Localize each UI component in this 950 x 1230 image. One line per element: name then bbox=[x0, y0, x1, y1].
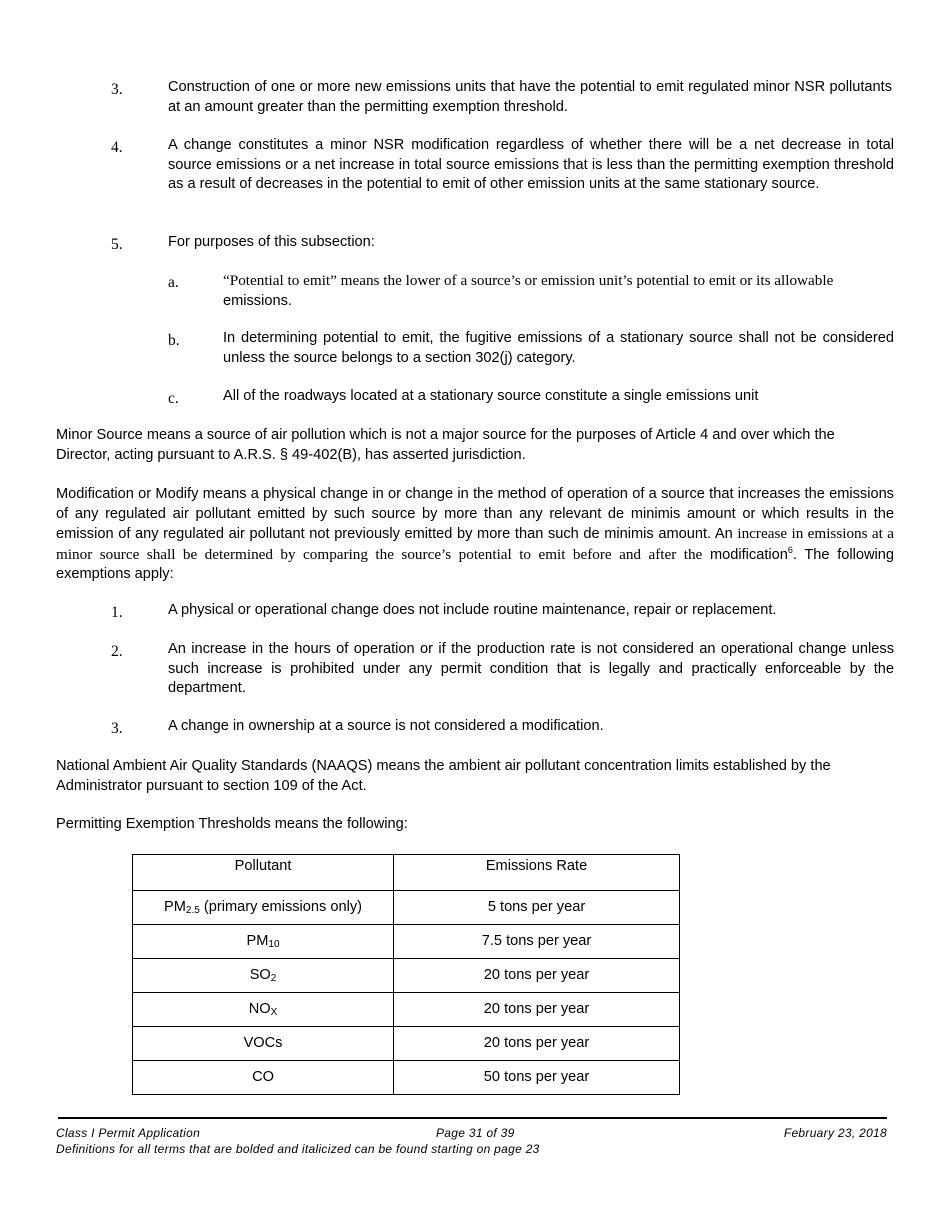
pollutant-cell bbox=[133, 959, 394, 993]
pollutant-cell bbox=[133, 925, 394, 959]
definition-permitting-thresholds bbox=[56, 815, 894, 835]
table-header-row bbox=[133, 855, 680, 891]
list-number: 3. bbox=[111, 720, 123, 737]
definition-text: means the following: bbox=[270, 816, 408, 832]
list-item-text: For purposes of this subsection: bbox=[168, 234, 375, 250]
exemption-text: An increase in the hours of operation or if the production rate is not considered an operational change unless such increase is prohibited under any permit condition that is legally and practically enforceable by the department. bbox=[168, 641, 894, 696]
list-item-text: A change constitutes a minor NSR modification regardless of whether there will be a net decrease in total source emissions or a net increase in total source emissions that is less than the permitting exemption threshold as a result of decreases in the potential to emit of other emission units at the same stationary source. bbox=[168, 137, 894, 192]
list-number: 1. bbox=[111, 604, 123, 621]
definition-text: means a source of air pollution which is not a major source for the purposes of Article 4 and over which the Director, acting pursuant to A.R.S. § 49-402(B), has asserted jurisdiction. bbox=[56, 427, 835, 463]
table-row bbox=[133, 993, 680, 1027]
list-number: 3. bbox=[111, 81, 123, 98]
sub-list-item-text: All of the roadways located at a stationary source constitute a single emissions unit bbox=[223, 388, 759, 404]
column-header-pollutant: Pollutant bbox=[133, 855, 394, 891]
sub-list-letter: c. bbox=[168, 390, 179, 407]
term-permitting-thresholds: Permitting Exemption Thresholds bbox=[56, 816, 271, 832]
definition-modification bbox=[56, 485, 894, 585]
pollutant-suffix: (primary emissions only) bbox=[199, 898, 363, 915]
sub-item-text-rest: emissions. bbox=[223, 292, 292, 309]
table-row bbox=[133, 1061, 680, 1095]
definition-minor-source bbox=[56, 426, 874, 465]
emissions-rate-cell: 5 tons per year bbox=[394, 891, 680, 925]
footer-page-number: Page 31 of 39 bbox=[436, 1126, 515, 1140]
list-item-text: Construction of one or more new emissions units that have the potential to emit regulated minor NSR pollutants at an amount greater than the permitting exemption threshold. bbox=[168, 79, 892, 115]
pollutant-name: CO bbox=[252, 1068, 274, 1085]
footer-date: February 23, 2018 bbox=[783, 1126, 887, 1140]
pollutant-subscript: 2 bbox=[270, 972, 277, 984]
column-header-emissions-rate: Emissions Rate bbox=[394, 855, 680, 891]
definition-text-serif: increase in emissions at a minor source shall be determined by comparing the source’s potential to emit before and after the bbox=[56, 525, 894, 563]
sub-list-letter: a. bbox=[168, 274, 179, 291]
term-modification: Modification or Modify bbox=[56, 486, 199, 502]
table-row bbox=[133, 891, 680, 925]
pollutant-cell bbox=[133, 891, 394, 925]
pollutant-subscript: 2.5 bbox=[185, 904, 200, 916]
list-number: 2. bbox=[111, 643, 123, 660]
table-row bbox=[133, 1027, 680, 1061]
pollutant-name: NO bbox=[248, 1000, 271, 1017]
definition-text-end: modification bbox=[709, 546, 788, 563]
sub-item-text-serif: “Potential to emit” means the lower of a source’s or emission unit’s potential to emit or its allowable bbox=[223, 272, 834, 289]
pollutant-name: PM bbox=[246, 932, 269, 949]
emissions-rate-cell: 20 tons per year bbox=[394, 1027, 680, 1061]
exemption-text: A change in ownership at a source is not considered a modification. bbox=[168, 718, 604, 734]
exemption-text: A physical or operational change does not include routine maintenance, repair or replacement. bbox=[168, 602, 777, 618]
table-row bbox=[133, 925, 680, 959]
definition-text: means the ambient air pollutant concentration limits established by the Administrator pursuant to section 109 of the Act. bbox=[56, 758, 831, 794]
pollutant-subscript: 10 bbox=[268, 938, 280, 950]
pollutant-cell bbox=[133, 1061, 394, 1095]
definition-text: means a physical change in or change in the method of operation of a source that increases the emissions of any regulated air pollutant emitted by such source by more than any relevant de minimis amount or which results in the emission of any regulated air pollutant not previously emitted by more than such de minimis amount. An bbox=[56, 486, 894, 542]
pollutant-name: SO bbox=[249, 966, 271, 983]
emissions-rate-cell: 20 tons per year bbox=[394, 959, 680, 993]
footer-divider bbox=[58, 1117, 887, 1119]
sub-list-item-text bbox=[223, 271, 894, 311]
sub-list-item-text: In determining potential to emit, the fugitive emissions of a stationary source shall not be considered unless the source belongs to a section 302(j) category. bbox=[223, 330, 894, 366]
definition-text-after: . The following exemptions apply: bbox=[56, 546, 894, 582]
pollutant-name: VOCs bbox=[243, 1034, 283, 1051]
permitting-thresholds-table bbox=[132, 854, 680, 1095]
table-row bbox=[133, 959, 680, 993]
emissions-rate-cell: 7.5 tons per year bbox=[394, 925, 680, 959]
pollutant-cell bbox=[133, 1027, 394, 1061]
term-naaqs: National Ambient Air Quality Standards (NAAQS) bbox=[56, 758, 373, 774]
list-number: 5. bbox=[111, 236, 123, 253]
footer-document-title: Class I Permit Application bbox=[56, 1126, 201, 1140]
emissions-rate-cell: 50 tons per year bbox=[394, 1061, 680, 1095]
sub-list-letter: b. bbox=[168, 332, 180, 349]
definition-naaqs bbox=[56, 757, 892, 796]
list-number: 4. bbox=[111, 139, 123, 156]
footer-note: Definitions for all terms that are bolded and italicized can be found starting on page 23 bbox=[56, 1142, 540, 1156]
term-minor-source: Minor Source bbox=[56, 427, 143, 443]
footnote-marker: 6 bbox=[787, 544, 793, 555]
pollutant-name: PM bbox=[164, 898, 186, 915]
pollutant-cell bbox=[133, 993, 394, 1027]
pollutant-subscript: X bbox=[270, 1006, 278, 1018]
emissions-rate-cell: 20 tons per year bbox=[394, 993, 680, 1027]
